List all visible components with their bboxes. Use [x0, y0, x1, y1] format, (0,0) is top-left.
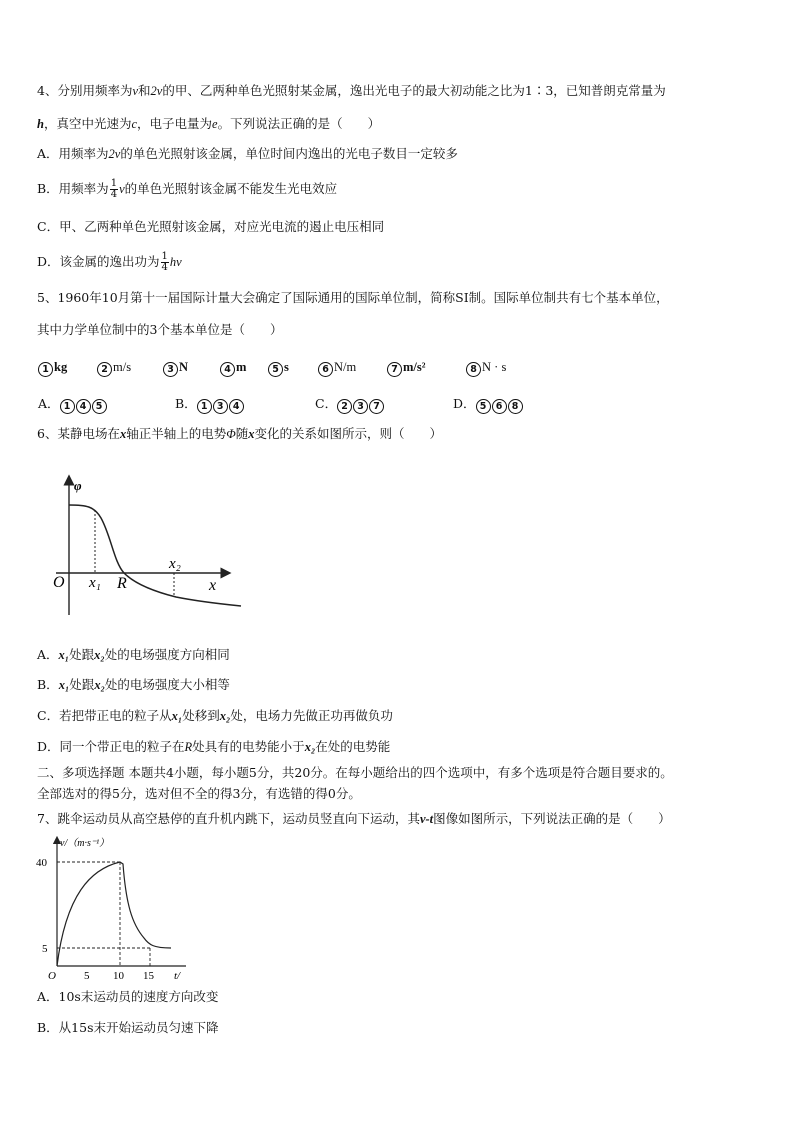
origin-label: O: [48, 970, 56, 982]
fraction-numerator: 1: [110, 178, 118, 189]
q6-r: R: [184, 740, 193, 754]
section2-text: 二、多项选择题 本题共4小题，每小题5分，共20分。在每小题给出的四个选项中，有多个选项是符合题目要求的。: [37, 765, 673, 780]
circled-number-marker: 4: [76, 399, 91, 414]
q4-text: ，电子电量为: [137, 116, 213, 131]
section2-heading-line2: [37, 785, 361, 803]
q5-unit-item: [466, 358, 506, 377]
unit-text: m/s²: [403, 360, 426, 374]
circled-number-marker: 8: [466, 362, 481, 377]
q5-option: [315, 395, 385, 414]
q6-text: 随: [235, 426, 249, 441]
q6-x2: x₂: [304, 740, 316, 754]
q5-unit-item: [387, 358, 426, 377]
q4-text: 的单色光照射该金属不能发生光电效应: [124, 181, 338, 196]
unit-text: m: [236, 360, 247, 374]
q4-e: e: [212, 117, 218, 131]
circled-number-marker: 4: [229, 399, 244, 414]
q4-option-c: [37, 218, 384, 236]
q4-two-nu: 2ν: [150, 84, 163, 98]
q6-text: B．: [37, 677, 59, 692]
velocity-curve: [57, 862, 171, 966]
circled-number-marker: 1: [197, 399, 212, 414]
unit-text: N · s: [482, 360, 507, 374]
y-tick-40: 40: [36, 857, 47, 869]
circled-number-marker: 1: [60, 399, 75, 414]
q4-c: c: [131, 117, 138, 131]
q6-option-c: [37, 707, 393, 725]
circled-number-marker: 2: [97, 362, 112, 377]
r-label: R: [117, 575, 127, 592]
circled-number-marker: 7: [387, 362, 402, 377]
q4-option-b: [37, 176, 337, 202]
q4-stem-line1: [37, 82, 666, 100]
option-label: C．: [315, 396, 338, 411]
x-tick-15: 15: [143, 970, 154, 982]
q4-text: A．用频率为: [37, 146, 109, 161]
q6-text: 处跟: [69, 677, 95, 692]
velocity-time-graph: [36, 834, 206, 982]
option-label: B．: [175, 396, 197, 411]
x-label: x: [209, 577, 217, 594]
x1-label: x₁: [89, 575, 101, 591]
section2-heading-line1: [37, 764, 673, 782]
q6-x2: x₂: [94, 678, 105, 692]
x2-label: x₂: [169, 556, 181, 572]
fraction: [110, 179, 118, 200]
q5-unit-item: [220, 358, 246, 377]
q7-text: B．从15s末开始运动员匀速下降: [37, 1020, 219, 1035]
q4-text: 的单色光照射该金属，单位时间内逸出的光电子数目一定较多: [120, 146, 458, 161]
q6-x: x: [119, 427, 127, 441]
q6-option-a: [37, 646, 230, 664]
q4-text: D．该金属的逸出功为: [37, 254, 160, 269]
q6-text: D．同一个带正电的粒子在: [37, 739, 185, 754]
circled-number-marker: 6: [318, 362, 333, 377]
option-label: D．: [453, 396, 476, 411]
q6-text: 变化的关系如图所示，则（ ）: [254, 426, 443, 441]
q5-stem-line2: [37, 321, 282, 339]
q5-unit-item: [97, 358, 131, 377]
q5-text: 其中力学单位制中的3个基本单位是（ ）: [37, 322, 283, 337]
q7-text: 图像如图所示，下列说法正确的是（ ）: [433, 811, 671, 826]
potential-graph: [36, 470, 256, 620]
q4-option-d: [37, 249, 182, 275]
fraction-denominator: 4: [161, 262, 168, 273]
q5-unit-item: [163, 358, 188, 377]
circled-number-marker: 5: [268, 362, 283, 377]
q5-option: [175, 395, 245, 414]
q7-text: A．10s末运动员的速度方向改变: [37, 989, 219, 1004]
circled-number-marker: 8: [508, 399, 523, 414]
q4-nu: 2ν: [108, 147, 121, 161]
q4-text: 。下列说法正确的是（ ）: [217, 116, 381, 131]
q4-text: B．用频率为: [37, 181, 109, 196]
q6-stem: [37, 425, 442, 443]
q6-option-d: [37, 738, 390, 756]
q6-text: 处移到: [182, 708, 220, 723]
circled-number-marker: 2: [337, 399, 352, 414]
fraction-numerator: 1: [161, 251, 168, 262]
q6-x2: x₂: [219, 709, 231, 723]
q6-text: A．: [37, 647, 59, 662]
x-tick-10: 10: [113, 970, 124, 982]
q6-x2: x₂: [94, 648, 105, 662]
y-tick-5: 5: [42, 943, 48, 955]
circled-number-marker: 5: [92, 399, 107, 414]
q6-x1: x₁: [58, 678, 70, 692]
q6-text: C．若把带正电的粒子从: [37, 708, 172, 723]
q6-text: 6、某静电场在: [37, 426, 120, 441]
q5-unit-item: [38, 358, 67, 377]
section2-text: 全部选对的得5分，选对但不全的得3分，有选错的得0分。: [37, 786, 361, 801]
option-label: A．: [38, 396, 60, 411]
q5-option: [453, 395, 524, 414]
circled-number-marker: 3: [213, 399, 228, 414]
q7-option-a: [37, 988, 218, 1006]
q5-text: 5、1960年10月第十一届国际计量大会确定了国际通用的国际单位制，简称SI制。国际单位制共有七个基本单位，: [37, 290, 669, 305]
q4-text: ，真空中光速为: [43, 116, 132, 131]
circled-number-marker: 1: [38, 362, 53, 377]
circled-number-marker: 5: [476, 399, 491, 414]
q6-text: 在处的电势能: [315, 739, 391, 754]
unit-text: N: [179, 360, 189, 374]
q6-text: 处的电场强度大小相等: [104, 677, 230, 692]
v-axis-label: v/（m·s⁻¹）: [60, 838, 110, 849]
q6-text: 轴正半轴上的电势: [126, 426, 227, 441]
x-tick-5: 5: [84, 970, 90, 982]
t-axis-label: t/: [174, 970, 181, 982]
unit-text: N/m: [334, 360, 357, 374]
q6-x: x: [248, 427, 255, 441]
q4-text: C．甲、乙两种单色光照射该金属，对应光电流的遏止电压相同: [37, 219, 385, 234]
q4-hv: hν: [169, 255, 182, 269]
q5-unit-item: [268, 358, 289, 377]
q6-option-b: [37, 676, 230, 694]
unit-text: m/s: [113, 360, 132, 374]
q7-option-b: [37, 1019, 219, 1037]
q7-vt: v-t: [419, 812, 434, 826]
origin-label: O: [53, 574, 65, 591]
q5-option: [38, 395, 108, 414]
q6-text: 处具有的电势能小于: [192, 739, 305, 754]
q7-text: 7、跳伞运动员从高空悬停的直升机内跳下，运动员竖直向下运动，其: [37, 811, 420, 826]
unit-text: kg: [54, 360, 68, 374]
q5-stem-line1: [37, 289, 669, 307]
circled-number-marker: 7: [369, 399, 384, 414]
q6-text: 处，电场力先做正功再做负功: [230, 708, 393, 723]
circled-number-marker: 6: [492, 399, 507, 414]
phi-label: φ: [74, 478, 82, 493]
circled-number-marker: 3: [163, 362, 178, 377]
q4-text: 和: [138, 83, 151, 98]
unit-text: s: [284, 360, 289, 374]
q5-unit-item: [318, 358, 356, 377]
q6-text: 处跟: [69, 647, 95, 662]
fraction-denominator: 4: [110, 189, 118, 200]
q4-stem-line2: [37, 115, 380, 133]
q4-text: 的甲、乙两种单色光照射某金属，逸出光电子的最大初动能之比为1∶3，已知普朗克常量为: [162, 83, 666, 98]
q6-x1: x₁: [171, 709, 183, 723]
q4-option-a: [37, 145, 458, 163]
q4-nu: ν: [132, 84, 139, 98]
q6-phi: Φ: [226, 427, 236, 441]
q4-nu: ν: [119, 182, 125, 196]
fraction: [161, 252, 169, 273]
q6-x1: x₁: [58, 648, 70, 662]
q4-text: 4、分别用频率为: [37, 83, 133, 98]
circled-number-marker: 4: [220, 362, 235, 377]
q7-stem: [37, 810, 671, 828]
circled-number-marker: 3: [353, 399, 368, 414]
q4-h: h: [37, 117, 44, 131]
q6-text: 处的电场强度方向相同: [104, 647, 230, 662]
